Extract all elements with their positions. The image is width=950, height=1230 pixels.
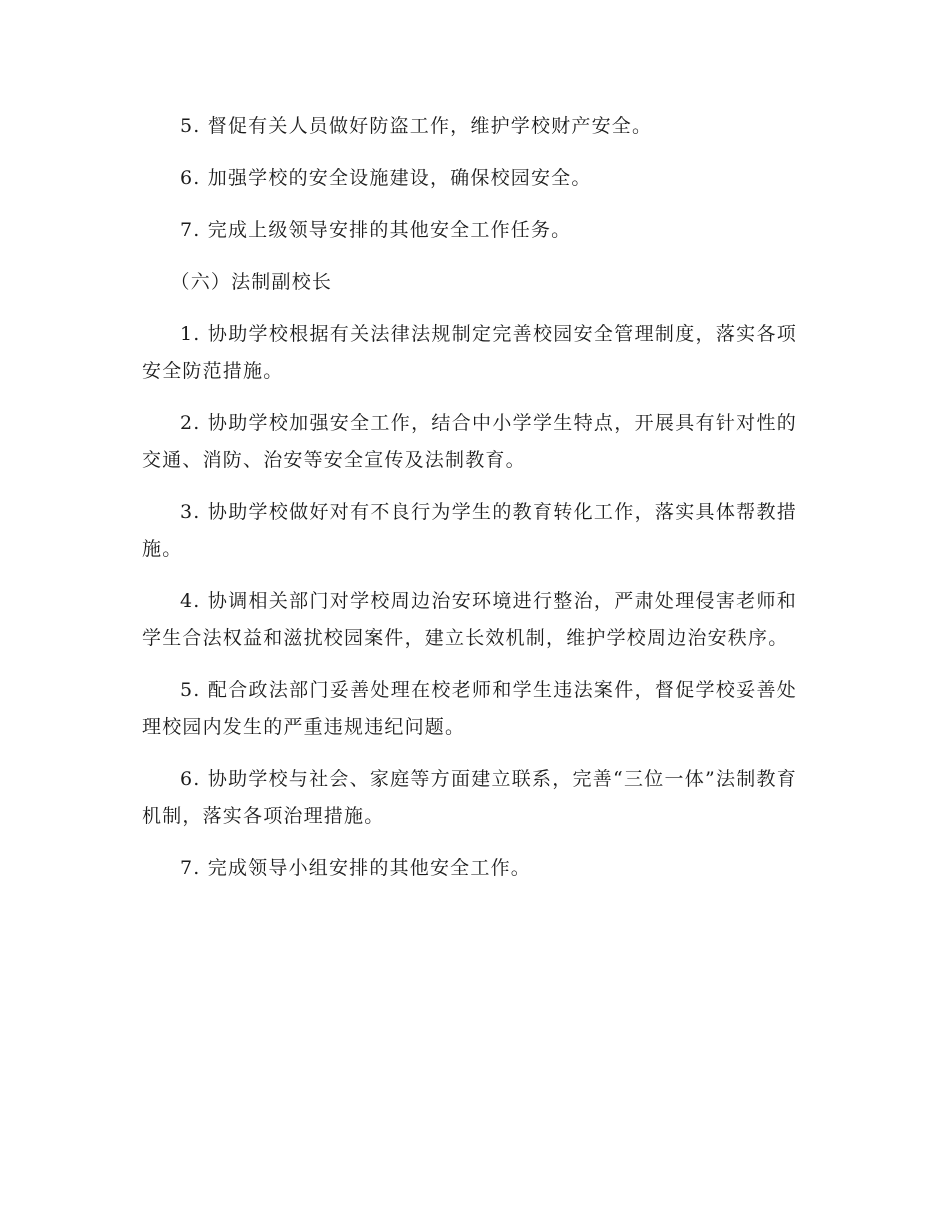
paragraph: 4. 协调相关部门对学校周边治安环境进行整治，严肃处理侵害老师和学生合法权益和滋扰校园案件，建立长效机制，维护学校周边治安秩序。 bbox=[142, 590, 797, 649]
paragraph: 2. 协助学校加强安全工作，结合中小学学生特点，开展具有针对性的交通、消防、治安等安全宣传及法制教育。 bbox=[142, 412, 797, 471]
paragraph: 1. 协助学校根据有关法律法规制定完善校园安全管理制度，落实各项安全防范措施。 bbox=[142, 323, 797, 382]
paragraph: 5. 督促有关人员做好防盗工作，维护学校财产安全。 bbox=[180, 115, 653, 137]
section-heading: （六）法制副校长 bbox=[170, 271, 333, 293]
paragraph: 5. 配合政法部门妥善处理在校老师和学生违法案件，督促学校妥善处理校园内发生的严重违规违纪问题。 bbox=[142, 679, 797, 738]
document-body bbox=[142, 108, 797, 902]
paragraph: 7. 完成上级领导安排的其他安全工作任务。 bbox=[180, 219, 572, 241]
paragraph: 3. 协助学校做好对有不良行为学生的教育转化工作，落实具体帮教措施。 bbox=[142, 501, 797, 560]
paragraph: 6. 协助学校与社会、家庭等方面建立联系，完善“三位一体”法制教育机制，落实各项治理措施。 bbox=[142, 768, 797, 827]
paragraph: 6. 加强学校的安全设施建设，确保校园安全。 bbox=[180, 167, 592, 189]
paragraph: 7. 完成领导小组安排的其他安全工作。 bbox=[180, 857, 531, 879]
